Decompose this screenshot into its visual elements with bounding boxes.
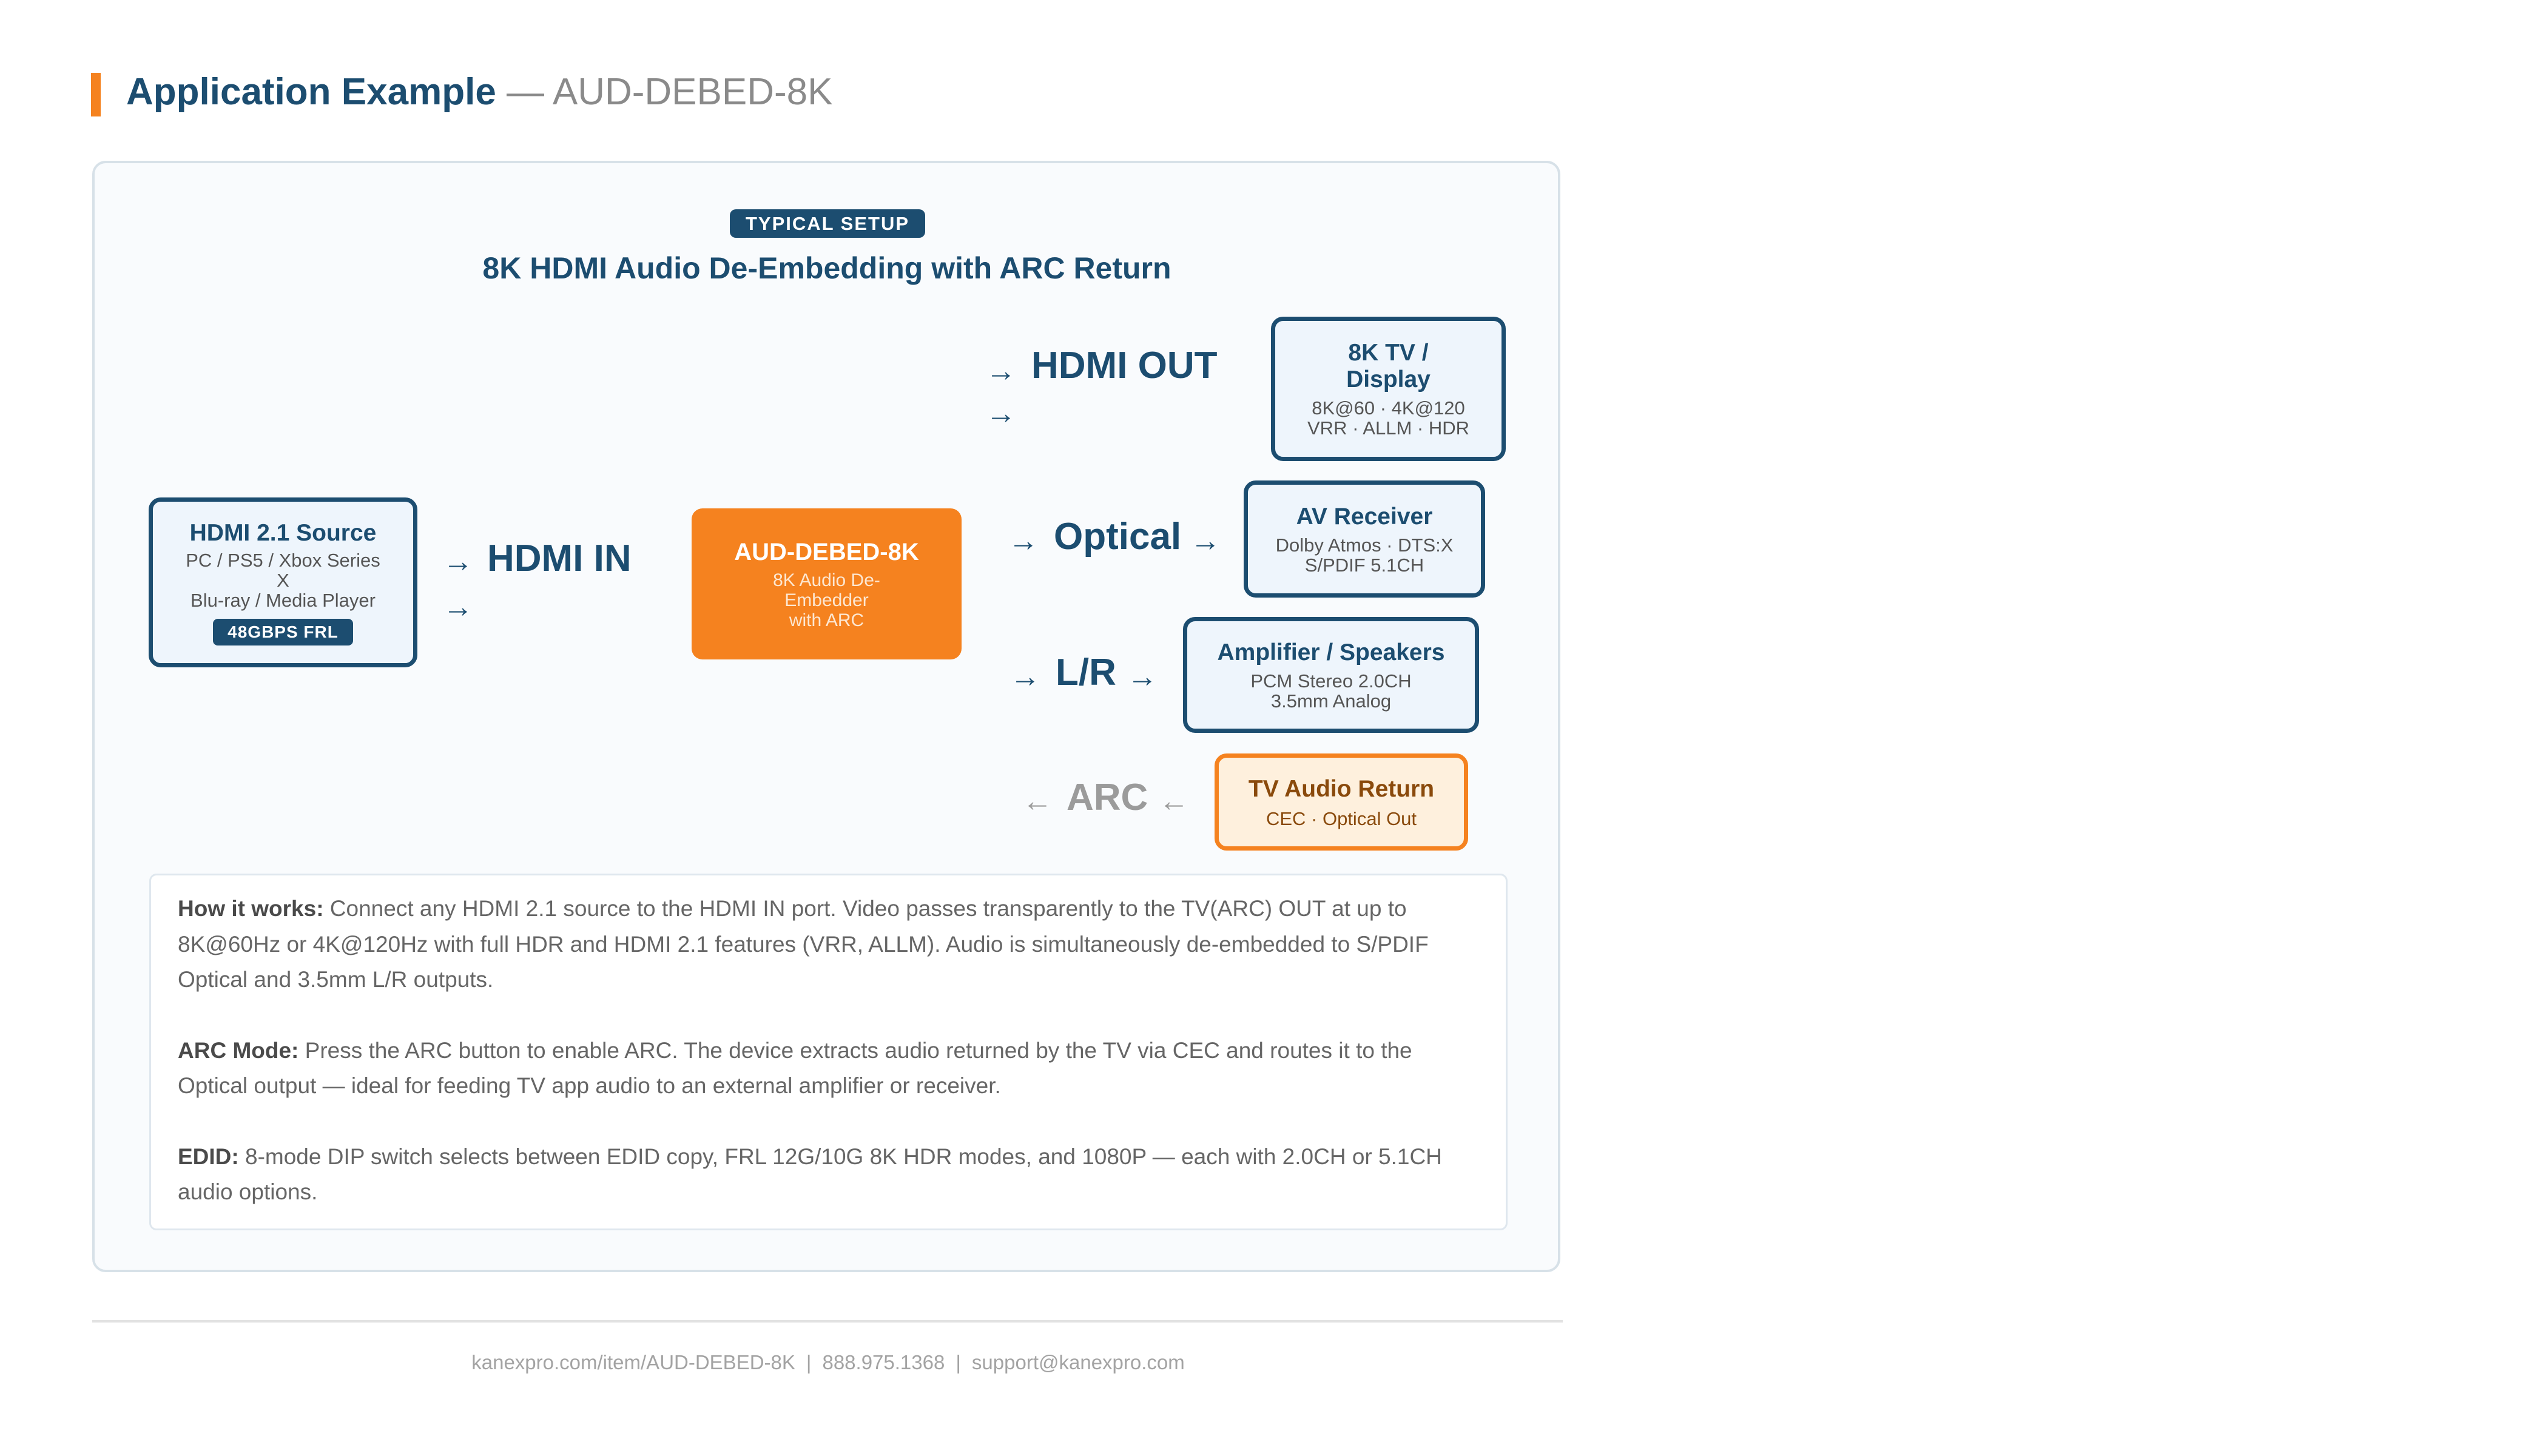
diagram-title: 8K HDMI Audio De-Embedding with ARC Return — [482, 251, 1171, 285]
note-label: ARC Mode: — [178, 1037, 299, 1063]
page-title — [126, 68, 832, 116]
footer-separator: | — [956, 1351, 961, 1373]
tv-display-title — [1346, 340, 1431, 393]
footer-url-link[interactable]: kanexpro.com/item/AUD-DEBED-8K — [471, 1351, 795, 1373]
amplifier-title: Amplifier / Speakers — [1217, 639, 1445, 666]
notes-panel — [149, 874, 1508, 1230]
device-line: with ARC — [789, 610, 864, 630]
source-line: X — [277, 569, 289, 591]
tv-display-line: 8K@60 · 4K@120 — [1312, 397, 1465, 419]
device-line: 8K Audio De- — [773, 570, 880, 590]
typical-setup-badge: TYPICAL SETUP — [730, 209, 925, 238]
arrow-right-icon: → — [443, 544, 473, 578]
lr-label: L/R — [1056, 652, 1116, 693]
hdmi-in-label: HDMI IN — [487, 538, 632, 579]
arrow-right-icon: → — [1190, 524, 1221, 558]
page-title-main: Application Example — [126, 71, 496, 113]
arrow-left-icon: ← — [1022, 784, 1053, 818]
tv-display-title-line: Display — [1346, 366, 1431, 393]
footer — [0, 1349, 1656, 1376]
source-line: Blu-ray / Media Player — [190, 589, 376, 611]
note-edid — [178, 1139, 1479, 1210]
note-label: EDID: — [178, 1144, 239, 1169]
footer-email-link[interactable]: support@kanexpro.com — [971, 1351, 1185, 1373]
av-receiver-title: AV Receiver — [1296, 503, 1433, 530]
av-receiver-line: S/PDIF 5.1CH — [1304, 554, 1424, 576]
device-node — [692, 508, 962, 659]
note-label: How it works: — [178, 896, 324, 921]
tv-display-node — [1271, 317, 1506, 461]
tv-display-title-line: 8K TV / — [1348, 340, 1429, 366]
arrow-right-icon: → — [1010, 659, 1040, 693]
arrow-right-icon: → — [443, 590, 473, 624]
device-title: AUD-DEBED-8K — [734, 539, 919, 565]
tv-audio-return-node — [1215, 753, 1468, 851]
source-line: PC / PS5 / Xbox Series — [186, 549, 380, 571]
amplifier-line: PCM Stereo 2.0CH — [1250, 670, 1412, 692]
amplifier-line: 3.5mm Analog — [1270, 690, 1392, 712]
av-receiver-line: Dolby Atmos · DTS:X — [1275, 534, 1454, 556]
source-title: HDMI 2.1 Source — [189, 519, 377, 546]
note-arc-mode — [178, 1033, 1479, 1104]
arrow-right-icon: → — [986, 396, 1016, 430]
arrow-right-icon: → — [986, 354, 1016, 388]
title-accent-bar — [91, 73, 101, 116]
hdmi-out-label: HDMI OUT — [1031, 345, 1218, 386]
tv-audio-return-title: TV Audio Return — [1248, 775, 1435, 802]
arrow-right-icon: → — [1127, 659, 1158, 693]
arc-label: ARC — [1067, 777, 1148, 818]
note-text: Connect any HDMI 2.1 source to the HDMI IN port. Video passes transparently to the TV(ARC) OUT at up to 8K@60Hz or 4K@120Hz with full HDR and HDMI 2.1 features (VRR, ALLM). Audio is simultaneously de-embedded to S/PDIF Optical and 3.5mm L/R outputs. — [178, 896, 1429, 992]
note-how-it-works — [178, 891, 1479, 998]
note-text: Press the ARC button to enable ARC. The device extracts audio returned by the TV via CEC and routes it to the Optical output — ideal for feeding TV app audio to an external amplifier or receiver. — [178, 1037, 1412, 1098]
source-node — [149, 497, 417, 667]
footer-phone[interactable]: 888.975.1368 — [822, 1351, 945, 1373]
tv-audio-return-line: CEC · Optical Out — [1266, 807, 1417, 829]
footer-separator: | — [806, 1351, 812, 1373]
note-text: 8-mode DIP switch selects between EDID copy, FRL 12G/10G 8K HDR modes, and 1080P — each with 2.0CH or 5.1CH audio options. — [178, 1144, 1442, 1204]
optical-label: Optical — [1054, 516, 1182, 558]
amplifier-node — [1183, 617, 1479, 733]
footer-divider — [92, 1320, 1563, 1323]
tv-display-line: VRR · ALLM · HDR — [1307, 417, 1469, 439]
arrow-left-icon: ← — [1159, 784, 1189, 818]
device-line: Embedder — [784, 590, 869, 610]
av-receiver-node — [1244, 480, 1485, 598]
page-title-model: AUD-DEBED-8K — [552, 71, 833, 113]
bandwidth-pill: 48GBPS FRL — [213, 619, 353, 645]
page-title-separator: — — [496, 71, 553, 113]
arrow-right-icon: → — [1008, 524, 1039, 558]
